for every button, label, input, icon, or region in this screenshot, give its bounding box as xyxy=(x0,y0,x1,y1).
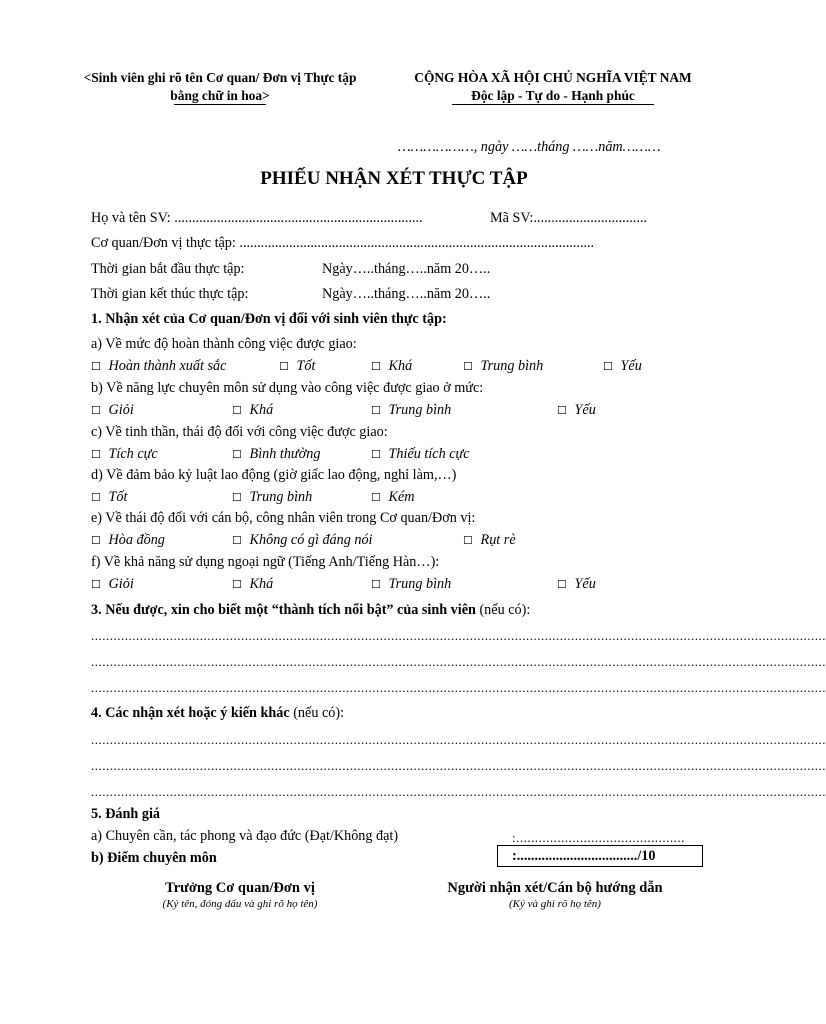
option-f-fair[interactable]: ☐ Khá xyxy=(232,576,274,592)
org-instruction-line2: bằng chữ in hoa> xyxy=(170,88,270,103)
option-c-normal[interactable]: ☐ Bình thường xyxy=(232,446,321,462)
signature-left-note: (Ký tên, đóng dấu và ghi rõ họ tên) xyxy=(162,898,318,910)
conduct-field[interactable]: :............................................. xyxy=(512,830,685,845)
section4-heading: 4. Các nhận xét hoặc ý kiến khác (nếu có): xyxy=(91,705,345,721)
checkbox-icon: ☐ xyxy=(91,492,101,504)
section5-heading: 5. Đánh giá xyxy=(91,806,160,822)
option-f-average[interactable]: ☐ Trung bình xyxy=(371,576,452,592)
achievement-line-3[interactable]: .................................................................................................................................................................................................... xyxy=(91,680,826,695)
checkbox-icon: ☐ xyxy=(91,361,101,373)
checkbox-icon: ☐ xyxy=(232,579,242,591)
option-c-lacking[interactable]: ☐ Thiếu tích cực xyxy=(371,446,470,462)
option-b-weak[interactable]: ☐ Yếu xyxy=(557,402,596,418)
option-b-very-good[interactable]: ☐ Giỏi xyxy=(91,402,134,418)
start-date-label: Thời gian bắt đầu thực tập: xyxy=(91,261,245,277)
option-b-average[interactable]: ☐ Trung bình xyxy=(371,402,452,418)
score-label: b) Điểm chuyên môn xyxy=(91,850,217,866)
checkbox-icon: ☐ xyxy=(371,449,381,461)
start-date-field[interactable]: Ngày…..tháng…..năm 20….. xyxy=(322,261,491,277)
question-f: f) Về khả năng sử dụng ngoại ngữ (Tiếng Anh/Tiếng Hàn…): xyxy=(91,554,440,570)
checkbox-icon: ☐ xyxy=(603,361,613,373)
checkbox-icon: ☐ xyxy=(91,579,101,591)
checkbox-icon: ☐ xyxy=(371,361,381,373)
option-e-shy[interactable]: ☐ Rụt rè xyxy=(463,532,516,548)
national-motto: Độc lập - Tự do - Hạnh phúc xyxy=(471,88,635,103)
checkbox-icon: ☐ xyxy=(91,405,101,417)
internship-org-field[interactable]: Cơ quan/Đơn vị thực tập: .................................................................................................... xyxy=(91,235,595,251)
checkbox-icon: ☐ xyxy=(279,361,289,373)
comments-line-2[interactable]: .................................................................................................................................................................................................... xyxy=(91,758,826,773)
achievement-line-2[interactable]: .................................................................................................................................................................................................... xyxy=(91,654,826,669)
option-a-weak[interactable]: ☐ Yếu xyxy=(603,358,642,374)
option-d-poor[interactable]: ☐ Kém xyxy=(371,489,415,505)
checkbox-icon: ☐ xyxy=(232,405,242,417)
checkbox-icon: ☐ xyxy=(371,579,381,591)
option-a-excellent[interactable]: ☐ Hoàn thành xuất sắc xyxy=(91,358,227,374)
section1-heading: 1. Nhận xét của Cơ quan/Đơn vị đối với sinh viên thực tập: xyxy=(91,311,447,327)
date-line: ………………, ngày ……tháng ……năm……… xyxy=(398,139,661,155)
end-date-label: Thời gian kết thúc thực tập: xyxy=(91,286,249,302)
comments-line-3[interactable]: .................................................................................................................................................................................................... xyxy=(91,784,826,799)
question-e: e) Về thái độ đối với cán bộ, công nhân viên trong Cơ quan/Đơn vị: xyxy=(91,510,476,526)
checkbox-icon: ☐ xyxy=(557,579,567,591)
option-f-very-good[interactable]: ☐ Giỏi xyxy=(91,576,134,592)
option-a-good[interactable]: ☐ Tốt xyxy=(279,358,316,374)
checkbox-icon: ☐ xyxy=(232,492,242,504)
org-instruction-underline xyxy=(174,104,266,105)
conduct-label: a) Chuyên cần, tác phong và đạo đức (Đạt/Không đạt) xyxy=(91,828,399,844)
option-a-average[interactable]: ☐ Trung bình xyxy=(463,358,544,374)
question-a: a) Về mức độ hoàn thành công việc được giao: xyxy=(91,336,357,352)
checkbox-icon: ☐ xyxy=(91,449,101,461)
checkbox-icon: ☐ xyxy=(232,535,242,547)
checkbox-icon: ☐ xyxy=(463,361,473,373)
page-title: PHIẾU NHẬN XÉT THỰC TẬP xyxy=(260,168,528,189)
option-e-nothing-notable[interactable]: ☐ Không có gì đáng nói xyxy=(232,532,373,548)
end-date-field[interactable]: Ngày…..tháng…..năm 20….. xyxy=(322,286,491,302)
checkbox-icon: ☐ xyxy=(371,492,381,504)
question-b: b) Về năng lực chuyên môn sử dụng vào công việc được giao ở mức: xyxy=(91,380,484,396)
comments-line-1[interactable]: .................................................................................................................................................................................................... xyxy=(91,732,826,747)
option-d-average[interactable]: ☐ Trung bình xyxy=(232,489,313,505)
student-id-field[interactable]: Mã SV:................................ xyxy=(490,210,647,226)
section3-heading: 3. Nếu được, xin cho biết một “thành tích nổi bật” của sinh viên (nếu có): xyxy=(91,602,531,618)
option-d-good[interactable]: ☐ Tốt xyxy=(91,489,128,505)
option-b-fair[interactable]: ☐ Khá xyxy=(232,402,274,418)
option-e-friendly[interactable]: ☐ Hòa đồng xyxy=(91,532,165,548)
checkbox-icon: ☐ xyxy=(91,535,101,547)
score-field[interactable]: :................................../10 xyxy=(497,845,703,867)
checkbox-icon: ☐ xyxy=(371,405,381,417)
signature-left-title: Trưởng Cơ quan/Đơn vị xyxy=(165,880,315,896)
checkbox-icon: ☐ xyxy=(463,535,473,547)
option-f-weak[interactable]: ☐ Yếu xyxy=(557,576,596,592)
question-d: d) Về đảm bảo kỷ luật lao động (giờ giấc lao động, nghỉ làm,…) xyxy=(91,467,457,483)
signature-right-title: Người nhận xét/Cán bộ hướng dẫn xyxy=(447,880,663,896)
option-c-positive[interactable]: ☐ Tích cực xyxy=(91,446,158,462)
checkbox-icon: ☐ xyxy=(232,449,242,461)
national-title: CỘNG HÒA XÃ HỘI CHỦ NGHĨA VIỆT NAM xyxy=(414,70,692,85)
signature-right-note: (Ký và ghi rõ họ tên) xyxy=(509,898,601,910)
option-a-fair[interactable]: ☐ Khá xyxy=(371,358,413,374)
checkbox-icon: ☐ xyxy=(557,405,567,417)
question-c: c) Về tinh thần, thái độ đối với công việc được giao: xyxy=(91,424,388,440)
org-instruction-line1: <Sinh viên ghi rõ tên Cơ quan/ Đơn vị Thực tập xyxy=(83,70,357,85)
student-name-field[interactable]: Họ và tên SV: ...................................................................... xyxy=(91,210,423,226)
national-motto-underline xyxy=(452,104,654,105)
achievement-line-1[interactable]: .................................................................................................................................................................................................... xyxy=(91,628,826,643)
